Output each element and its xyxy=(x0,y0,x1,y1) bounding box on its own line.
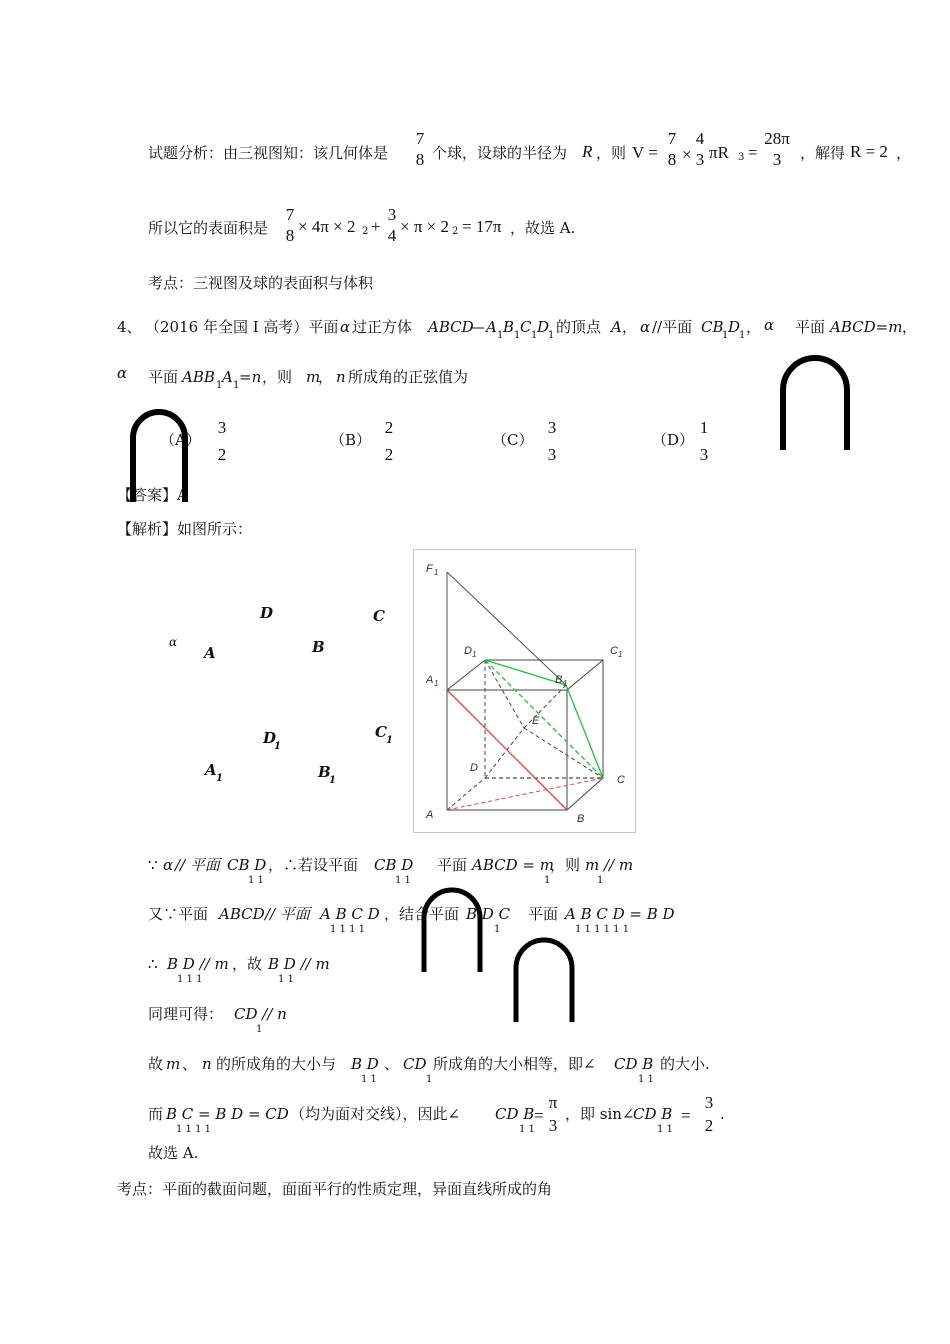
label-c1: C xyxy=(375,723,387,741)
vertex-a: A xyxy=(611,318,622,336)
fraction-7-8-c xyxy=(283,206,297,244)
analysis-line1-mid2: ，则 xyxy=(596,144,627,162)
question-line1-d: ， xyxy=(622,318,638,336)
subscripts: 1 xyxy=(544,875,551,886)
proof-l6-t2: （均为面对交线），因此∠ xyxy=(290,1105,461,1123)
proof-l5-t5: 所成角的大小相等，即∠ xyxy=(433,1055,596,1073)
option-b-value[interactable] xyxy=(382,419,396,463)
fraction-28pi-3 xyxy=(762,130,792,168)
sub-1: 1 xyxy=(233,380,240,391)
label-d1: D xyxy=(263,729,277,747)
symbol-m: m xyxy=(166,1055,181,1073)
fraction-sqrt3-2 xyxy=(702,1094,716,1134)
square-exponent-2: 2 xyxy=(452,226,459,237)
option-b-label[interactable]: （B） xyxy=(330,431,372,449)
analysis-line1-prefix: 试题分析：由三视图知：该几何体是 xyxy=(148,144,389,162)
cube-label-d1: D xyxy=(464,645,472,657)
alpha-symbol: α xyxy=(340,318,351,336)
subscripts: 1 1 xyxy=(395,875,411,886)
edge-a-d xyxy=(447,778,485,810)
cube-label-e: E xyxy=(532,715,540,727)
edge-b1-e xyxy=(524,685,566,728)
proof-l6-t1: 而 xyxy=(148,1105,164,1123)
sub-1: 1 xyxy=(739,330,746,341)
plane-cb1d1: CB D xyxy=(227,856,267,874)
proof-l5-t2: 、 xyxy=(182,1055,198,1073)
fraction-numerator: 4 xyxy=(695,129,705,148)
edge-c-b xyxy=(567,778,603,810)
equals-sign: = xyxy=(681,1106,691,1125)
question-line1-c: 的顶点 xyxy=(556,318,602,336)
fraction-numerator: 7 xyxy=(285,205,295,224)
alpha-symbol: α xyxy=(764,316,775,334)
label-sub-1: 1 xyxy=(274,741,281,752)
fraction-denominator: 3 xyxy=(547,445,557,464)
m-parallel-m: m // m xyxy=(585,856,634,874)
edge-f1-b1 xyxy=(447,572,566,685)
label-d: D xyxy=(260,604,274,622)
angle-cd1b1: CD B xyxy=(633,1105,673,1123)
label-b: B xyxy=(312,638,325,656)
alpha-symbol: α xyxy=(640,318,651,336)
edge-a1-d1 xyxy=(447,660,485,690)
cube-exponent: 3 xyxy=(738,152,745,163)
dash: — xyxy=(470,318,485,336)
b1d1-parallel-m: B D // m xyxy=(268,955,330,973)
period: . xyxy=(720,1105,725,1123)
equals-sign: = xyxy=(534,1106,544,1125)
square-exponent-1: 2 xyxy=(362,226,369,237)
volume-eq: V = xyxy=(632,143,658,162)
fraction-7-8-b xyxy=(665,130,679,168)
label-sub-1: 1 xyxy=(386,735,393,746)
sub-1: 1 xyxy=(514,330,521,341)
label-alpha: α xyxy=(169,635,178,649)
label-c: C xyxy=(373,607,385,625)
fraction-numerator: 7 xyxy=(667,129,677,148)
fraction-pi-3 xyxy=(546,1094,560,1134)
subscripts: 1 1 1 1 1 1 xyxy=(575,924,630,935)
fraction-denominator: 3 xyxy=(695,150,705,169)
alpha-symbol: α xyxy=(117,364,128,382)
edge-e-c xyxy=(524,728,603,778)
plane-cb1d1: CB D xyxy=(374,856,414,874)
plane-a1b1c1d1: A B C D xyxy=(320,905,380,923)
symbol-n: n xyxy=(202,1055,212,1073)
proof-l2-t3: ，结合平面 xyxy=(384,905,460,923)
subscripts: 1 xyxy=(597,875,604,886)
edge-d-e xyxy=(485,728,524,778)
proof-l1-t4: ，则 xyxy=(550,856,581,874)
proof-conclusion: 故选 A. xyxy=(148,1144,199,1162)
question-line1-a: （2016 年全国 I 高考）平面 xyxy=(145,318,339,336)
label-sub-1: 1 xyxy=(329,775,336,786)
question-line2-b: ，则 xyxy=(262,368,293,386)
answer-label: 【答案】A xyxy=(117,486,188,504)
cube-label-b: B xyxy=(577,813,585,825)
analysis-line1-comma: ， xyxy=(896,144,912,162)
arch-shape-bottom xyxy=(510,936,578,1024)
proof-l2-t1: 又∵平面 xyxy=(148,905,209,923)
cube-label-b1: B xyxy=(555,674,563,686)
fraction-numerator: 3 xyxy=(547,418,557,437)
proof-l5-t1: 故 xyxy=(148,1055,164,1073)
analysis-kaodian: 考点：三视图及球的表面积与体积 xyxy=(148,274,374,292)
cube-label-d: D xyxy=(470,762,478,774)
cd1-parallel-n: CD // n xyxy=(234,1005,287,1023)
sub-1: 1 xyxy=(216,380,223,391)
subscripts: 1 1 1 1 xyxy=(176,1124,211,1135)
subscripts: 1 xyxy=(426,1074,433,1085)
subscripts: 1 1 1 1 xyxy=(330,924,365,935)
fraction-numerator: π xyxy=(548,1093,558,1112)
plane-abcd-m: ABCD = m xyxy=(472,856,554,874)
option-d-label[interactable]: （D） xyxy=(652,431,695,449)
fraction-4-3 xyxy=(693,130,707,168)
plus-sign: + xyxy=(371,217,381,236)
fraction-numerator: 7 xyxy=(415,129,425,148)
cube-sub-1: 1 xyxy=(618,650,623,659)
cube-sub-1: 1 xyxy=(563,679,568,688)
cube-label-c1: C xyxy=(610,645,618,657)
analysis-solve: ，解得 xyxy=(800,144,846,162)
plane-eq-n: =n xyxy=(239,368,262,386)
fraction-numerator: 3 xyxy=(704,1093,714,1112)
proof-l1-t2: ，∴若设平面 xyxy=(268,856,359,874)
proof-l6-t3: ，即 sin∠ xyxy=(565,1105,635,1123)
question-line2-a: 平面 xyxy=(148,368,179,386)
radius-result: R = 2 xyxy=(850,142,888,161)
subscripts: 1 xyxy=(256,1024,263,1035)
plane-abcd: ABCD xyxy=(219,905,265,923)
b1d1-parallel-m1: B D // m xyxy=(167,955,229,973)
subscripts: 1 xyxy=(494,924,501,935)
fraction-numerator: 28π xyxy=(764,129,790,148)
fraction-denominator: 2 xyxy=(384,445,394,464)
proof-l5-t4: 、 xyxy=(384,1055,400,1073)
cube-name-a1: A xyxy=(486,318,497,336)
question-number: 4、 xyxy=(117,318,142,336)
arch-shape-middle xyxy=(418,886,486,974)
subscripts: 1 1 xyxy=(638,1074,654,1085)
question-line2-c: ， xyxy=(318,368,334,386)
proof-kaodian: 考点：平面的截面问题，面面平行的性质定理，异面直线所成的角 xyxy=(117,1180,553,1198)
fraction-numerator: 2 xyxy=(384,418,394,437)
option-a-label[interactable]: （A） xyxy=(160,431,201,449)
sub-1: 1 xyxy=(722,330,729,341)
cube-label-a: A xyxy=(426,809,434,821)
cube-label-f1: F xyxy=(426,563,433,575)
cd1: CD xyxy=(403,1055,427,1073)
analysis-line2-suffix: ，故选 A. xyxy=(510,219,576,237)
jiexi-label: 【解析】如图所示： xyxy=(117,520,253,538)
plane-cb1d1: CB xyxy=(701,318,724,336)
fraction-denominator: 4 xyxy=(387,226,397,245)
subscripts: 1 1 xyxy=(519,1124,535,1135)
proof-l5-t3: 的所成角的大小与 xyxy=(216,1055,337,1073)
proof-l2-t4: 平面 xyxy=(528,905,559,923)
question-line1-b: 过正方体 xyxy=(352,318,413,336)
alpha-symbol: α xyxy=(163,856,174,874)
question-line1-e: ， xyxy=(746,318,762,336)
surface-result: = 17π xyxy=(462,217,502,236)
cube-name: ABCD xyxy=(428,318,474,336)
therefore-symbol: ∴ xyxy=(148,955,158,973)
sub-1: 1 xyxy=(531,330,538,341)
plane-abcd-m: ABCD=m xyxy=(830,318,903,336)
plane-cb1d1-d: D xyxy=(728,318,741,336)
fraction-3-4 xyxy=(385,206,399,244)
plane-abb1a1-a: A xyxy=(222,368,233,386)
fraction-numerator: 3 xyxy=(387,205,397,224)
pi-r: πR xyxy=(709,143,729,162)
sub-1: 1 xyxy=(548,330,555,341)
cube-sub-1: 1 xyxy=(434,679,439,688)
option-c-label[interactable]: （C） xyxy=(492,431,534,449)
equal-diagonals: B C = B D = CD xyxy=(166,1105,289,1123)
question-line1-g: ， xyxy=(902,318,918,336)
proof-l1-t1: // 平面 xyxy=(175,856,220,874)
question-line1-f: 平面 xyxy=(795,318,826,336)
edge-c1-b1 xyxy=(567,660,603,690)
cube-name-c1: C xyxy=(520,318,532,336)
cube-name-b1: B xyxy=(503,318,515,336)
because-symbol: ∵ xyxy=(148,856,158,874)
option-c-value[interactable] xyxy=(545,419,559,463)
subscripts: 1 1 1 xyxy=(177,974,203,985)
fraction-denominator: 3 xyxy=(699,445,709,464)
cube-label-a1: A xyxy=(426,674,434,686)
plane-b1d1c: B D C xyxy=(466,905,511,923)
cube-figure-svg xyxy=(414,550,637,834)
times-sign: × xyxy=(682,145,692,164)
fraction-numerator: 1 xyxy=(699,418,709,437)
edge-b1-c-green xyxy=(566,685,603,778)
surface-expr2: × π × 2 xyxy=(400,217,450,236)
symbol-m: m xyxy=(306,368,321,386)
fraction-denominator: 2 xyxy=(217,445,227,464)
edge-a1-b-red xyxy=(447,690,567,810)
edge-a-c-red xyxy=(447,778,603,810)
subscripts: 1 1 xyxy=(248,875,264,886)
label-sub-1: 1 xyxy=(216,773,223,784)
symbol-n: n xyxy=(336,368,346,386)
analysis-line1-mid1: 个球，设球的半径为 xyxy=(432,144,568,162)
label-a1: A xyxy=(205,761,217,779)
fraction-denominator: 3 xyxy=(772,150,782,169)
cube-sub-1: 1 xyxy=(434,568,439,577)
proof-l5-t6: 的大小. xyxy=(660,1055,710,1073)
parallel-plane-text: //平面 xyxy=(652,318,693,336)
question-line2-d: 所成角的正弦值为 xyxy=(348,368,469,386)
b1d1: B D xyxy=(351,1055,379,1073)
radius-symbol: R xyxy=(582,142,593,161)
label-a: A xyxy=(204,644,216,662)
proof-l1-t3: 平面 xyxy=(437,856,468,874)
fraction-denominator: 8 xyxy=(415,150,425,169)
fraction-denominator: 3 xyxy=(548,1116,558,1135)
arch-shape-left xyxy=(126,402,192,504)
fraction-7-8 xyxy=(412,130,428,168)
cube-figure xyxy=(413,549,636,833)
angle-cd1b1: CD B xyxy=(614,1055,654,1073)
subscripts: 1 1 xyxy=(278,974,294,985)
subscripts: 1 1 xyxy=(657,1124,673,1135)
cube-name-d1: D xyxy=(537,318,550,336)
cube-label-c: C xyxy=(617,774,625,786)
option-a-value[interactable] xyxy=(215,419,229,463)
label-b1: B xyxy=(318,763,331,781)
angle-cd1b1: CD B xyxy=(495,1105,535,1123)
fraction-numerator: 3 xyxy=(217,418,227,437)
fraction-denominator: 8 xyxy=(667,150,677,169)
equals-sign: = xyxy=(748,143,758,162)
fraction-denominator: 8 xyxy=(285,226,295,245)
sub-1: 1 xyxy=(497,330,504,341)
subscripts: 1 1 xyxy=(361,1074,377,1085)
plane-abb1a1: ABB xyxy=(182,368,215,386)
option-d-value[interactable] xyxy=(697,419,711,463)
fraction-denominator: 2 xyxy=(704,1116,714,1135)
analysis-line2-prefix: 所以它的表面积是 xyxy=(148,219,269,237)
proof-l4-t1: 同理可得： xyxy=(148,1005,224,1023)
proof-l2-t2: // 平面 xyxy=(265,905,310,923)
surface-expr1: × 4π × 2 xyxy=(298,217,356,236)
intersection-b1d1: A B C D = B D xyxy=(565,905,675,923)
cube-sub-1: 1 xyxy=(472,650,477,659)
proof-l3-t1: ，故 xyxy=(232,955,263,973)
arch-shape-right xyxy=(776,350,854,452)
